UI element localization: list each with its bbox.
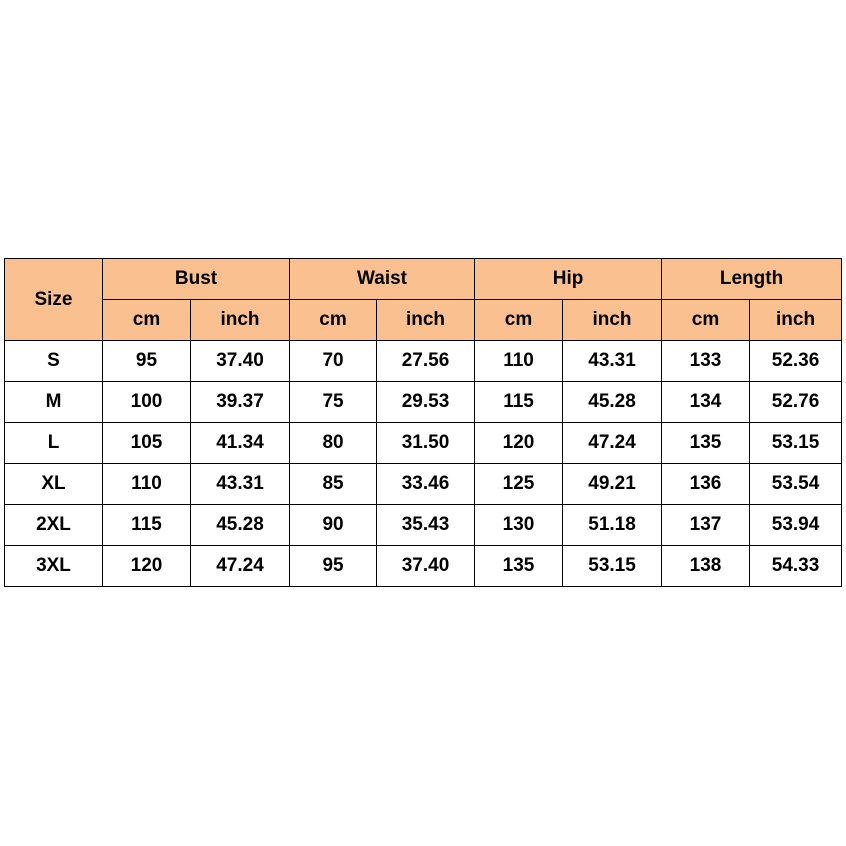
length-cm-cell: 138 <box>662 546 750 587</box>
hip-cm-cell: 125 <box>475 464 563 505</box>
hip-inch-cell: 51.18 <box>563 505 662 546</box>
bust-cm-cell: 95 <box>103 341 191 382</box>
size-cell: XL <box>5 464 103 505</box>
hip-inch-cell: 43.31 <box>563 341 662 382</box>
bust-group-header: Bust <box>103 259 290 300</box>
length-cm-cell: 135 <box>662 423 750 464</box>
bust-inch-cell: 41.34 <box>191 423 290 464</box>
unit-header: inch <box>563 300 662 341</box>
waist-cm-cell: 95 <box>290 546 377 587</box>
hip-cm-cell: 120 <box>475 423 563 464</box>
waist-inch-cell: 35.43 <box>377 505 475 546</box>
waist-group-header: Waist <box>290 259 475 300</box>
length-inch-cell: 52.36 <box>750 341 842 382</box>
hip-inch-cell: 53.15 <box>563 546 662 587</box>
unit-header: cm <box>475 300 563 341</box>
length-inch-cell: 53.54 <box>750 464 842 505</box>
waist-inch-cell: 27.56 <box>377 341 475 382</box>
bust-cm-cell: 115 <box>103 505 191 546</box>
table-header <box>5 259 842 341</box>
waist-cm-cell: 80 <box>290 423 377 464</box>
size-chart-table <box>4 258 842 587</box>
hip-inch-cell: 47.24 <box>563 423 662 464</box>
length-group-header: Length <box>662 259 842 300</box>
unit-header: inch <box>377 300 475 341</box>
waist-inch-cell: 37.40 <box>377 546 475 587</box>
length-cm-cell: 136 <box>662 464 750 505</box>
unit-header: cm <box>103 300 191 341</box>
size-cell: M <box>5 382 103 423</box>
header-row-groups <box>5 259 842 300</box>
unit-header: inch <box>750 300 842 341</box>
bust-inch-cell: 47.24 <box>191 546 290 587</box>
waist-inch-cell: 33.46 <box>377 464 475 505</box>
hip-group-header: Hip <box>475 259 662 300</box>
bust-inch-cell: 37.40 <box>191 341 290 382</box>
waist-cm-cell: 90 <box>290 505 377 546</box>
length-cm-cell: 133 <box>662 341 750 382</box>
table-row <box>5 423 842 464</box>
size-cell: L <box>5 423 103 464</box>
unit-header: inch <box>191 300 290 341</box>
bust-inch-cell: 39.37 <box>191 382 290 423</box>
length-inch-cell: 53.94 <box>750 505 842 546</box>
table-body <box>5 341 842 587</box>
table-row <box>5 505 842 546</box>
bust-cm-cell: 110 <box>103 464 191 505</box>
length-inch-cell: 52.76 <box>750 382 842 423</box>
bust-cm-cell: 100 <box>103 382 191 423</box>
table-row <box>5 464 842 505</box>
unit-header: cm <box>662 300 750 341</box>
hip-inch-cell: 45.28 <box>563 382 662 423</box>
bust-inch-cell: 45.28 <box>191 505 290 546</box>
table-row <box>5 341 842 382</box>
hip-cm-cell: 135 <box>475 546 563 587</box>
hip-cm-cell: 115 <box>475 382 563 423</box>
size-cell: 3XL <box>5 546 103 587</box>
waist-cm-cell: 75 <box>290 382 377 423</box>
unit-header: cm <box>290 300 377 341</box>
waist-inch-cell: 31.50 <box>377 423 475 464</box>
length-cm-cell: 134 <box>662 382 750 423</box>
bust-cm-cell: 105 <box>103 423 191 464</box>
size-column-header: Size <box>5 259 103 341</box>
length-inch-cell: 54.33 <box>750 546 842 587</box>
waist-cm-cell: 85 <box>290 464 377 505</box>
bust-cm-cell: 120 <box>103 546 191 587</box>
size-cell: S <box>5 341 103 382</box>
hip-inch-cell: 49.21 <box>563 464 662 505</box>
length-inch-cell: 53.15 <box>750 423 842 464</box>
size-cell: 2XL <box>5 505 103 546</box>
waist-cm-cell: 70 <box>290 341 377 382</box>
hip-cm-cell: 110 <box>475 341 563 382</box>
waist-inch-cell: 29.53 <box>377 382 475 423</box>
table-row <box>5 382 842 423</box>
header-row-units <box>5 300 842 341</box>
table-row <box>5 546 842 587</box>
length-cm-cell: 137 <box>662 505 750 546</box>
bust-inch-cell: 43.31 <box>191 464 290 505</box>
hip-cm-cell: 130 <box>475 505 563 546</box>
